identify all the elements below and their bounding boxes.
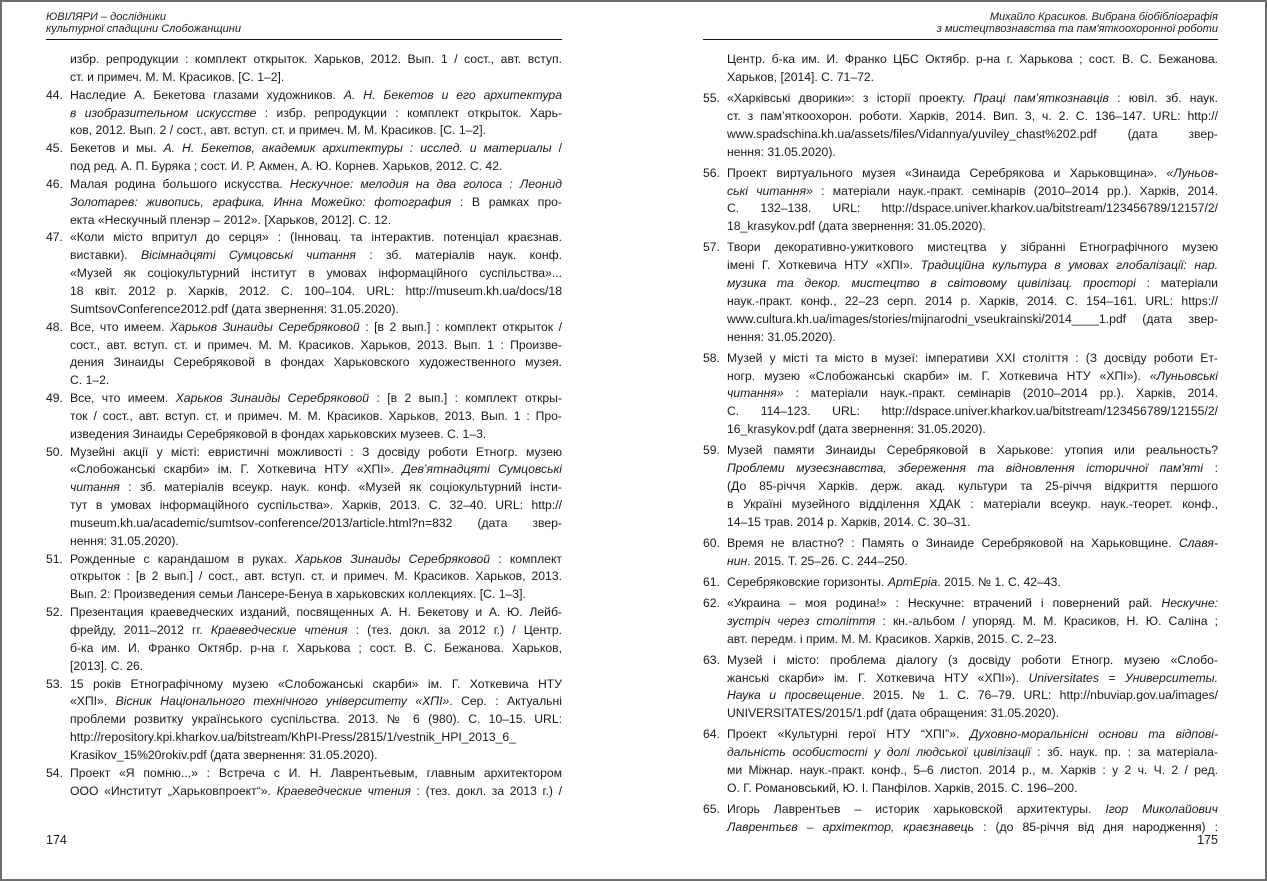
entry-number: 51. xyxy=(46,551,63,566)
entry-line xyxy=(727,311,1218,329)
entry-line xyxy=(727,144,1218,162)
entry-number: 49. xyxy=(46,391,63,406)
entry-title-italic: Нескучное: мелодия на два голоса : Леонид xyxy=(289,176,562,191)
entry-text: Музейні акції у місті: евристичні можливості : З досвіду роботи Етногр. музею xyxy=(70,444,562,459)
entry-title-italic: Краеведческие чтения xyxy=(210,623,348,637)
bibliography-entry xyxy=(703,239,1218,346)
entry-title-italic: Проблеми музеєзнавства, збереження та відновлення історичної пам'яті xyxy=(727,461,1204,476)
entry-text: «Музей як соціокультурний інститут в умовах інформаційного суспільства»... xyxy=(70,266,562,281)
entry-text: дения Зинаиды Серебряковой в фондах Харьковского художественного музея. xyxy=(70,355,562,370)
entry-title-italic: дальність особистості у долі людської цивілізації xyxy=(727,745,1031,760)
entry-number: 47. xyxy=(46,230,63,245)
entry-text: открыток : [в 2 вып.] / сост., авт. вступ. ст. и примеч. М. Красиков. Харьков, 2013. xyxy=(70,569,562,584)
entry-text: : зб. матеріалів всеукр. наук. конф. «Музей як соціокультурний інсти- xyxy=(119,480,562,495)
entry-line xyxy=(727,553,1218,571)
entry-title-italic: Славя- xyxy=(1178,535,1218,550)
entry-line xyxy=(70,158,562,176)
bibliography-entry xyxy=(703,442,1218,531)
bibliography-entry xyxy=(703,165,1218,236)
entry-title-italic: музика та декор. мистецтво в світовому цивілізац. просторі xyxy=(727,276,1136,291)
entry-number: 53. xyxy=(46,676,63,691)
entry-text: UNIVERSITATES/2015/1.pdf (дата обращения: 31.05.2020). xyxy=(727,706,1060,721)
entry-text: Твори декоративно-ужиткового мистецтва у зібранні Етнографічного музею xyxy=(727,240,1218,255)
header-rule xyxy=(46,39,562,40)
bibliography-entry xyxy=(703,535,1218,571)
entry-line xyxy=(727,478,1218,496)
entry-line xyxy=(70,729,562,747)
entry-text: екта «Нескучный пленэр – 2012». [Харьков, 2012]. С. 12. xyxy=(70,212,392,227)
entry-line xyxy=(70,426,562,444)
entry-text: Музей і місто: проблема діалогу (з досвіду роботи Етногр. музею «Слобо- xyxy=(727,652,1218,667)
bibliography-entry xyxy=(703,726,1218,797)
entry-text: : (до 85-річчя від дня народження) : xyxy=(974,819,1219,834)
entry-text: Музей памяти Зинаиды Серебряковой в Харькове: утопия или реальность? xyxy=(727,443,1218,458)
entry-line xyxy=(70,283,562,301)
entry-text: Проект виртуального музея «Зинаида Серебрякова и Харьковщина». xyxy=(727,165,1167,180)
entry-text: ток / сост., авт. вступ. ст. и примеч. М. М. Красиков. Харьков, 2013. Вып. 1 : Про- xyxy=(70,408,562,423)
entry-line xyxy=(727,744,1218,762)
entry-title-italic: Нескучне: xyxy=(1161,595,1218,610)
entry-title-italic: Духовно-моральнісні основи та відпові- xyxy=(969,727,1218,742)
entry-text: проблеми розвитку українського суспільства. 2013. № 6 (980). С. 10–15. URL: xyxy=(70,712,562,727)
entry-line xyxy=(70,337,562,355)
entry-line xyxy=(70,658,562,676)
entry-text: SumtsovConference2012.pdf (дата звернення: 31.05.2020). xyxy=(70,301,399,316)
entry-text: імені Г. Хоткевича НТУ «ХПІ». xyxy=(727,258,921,273)
entry-text: нення: 31.05.2020). xyxy=(70,533,179,548)
entry-text: Вып. 2: Произведения семьи Лансере-Бенуа в харьковских коллекциях. [С. 1–3]. xyxy=(70,587,526,602)
entry-line xyxy=(70,319,562,337)
entry-text: С. 1–2. xyxy=(70,373,110,388)
entry-text: Малая родина большого искусства. xyxy=(70,176,290,191)
entry-line xyxy=(727,535,1218,553)
entry-text: Рожденные с карандашом в руках. xyxy=(70,551,296,566)
entry-line xyxy=(70,479,562,497)
entry-text: (До 85-річчя Харків. держ. акад. культури та 25-річчя відкриття першого xyxy=(727,478,1218,493)
entry-text: museum.kh.ua/academic/sumtsov-conference/2013/article.html?n=832 (дата звер- xyxy=(70,515,562,530)
bibliography-entry xyxy=(46,87,562,141)
entry-text: жанські скарби» ім. Г. Хоткевича НТУ «ХПІ»). xyxy=(727,670,1029,685)
entry-text: : комплект xyxy=(490,551,563,566)
entry-line xyxy=(727,90,1218,108)
entry-title-italic: ські читання» xyxy=(727,183,813,198)
entry-line xyxy=(727,460,1218,478)
entry-number: 52. xyxy=(46,605,63,620)
entry-line xyxy=(727,350,1218,368)
entry-text: 16_krasykov.pdf (дата звернення: 31.05.2020). xyxy=(727,422,986,437)
entry-text: : (тез. докл. за 2013 г.) / xyxy=(410,783,562,798)
entry-line xyxy=(70,515,562,533)
entry-text: Все, что имеем. xyxy=(70,319,171,334)
entry-line xyxy=(727,819,1218,837)
entry-text: Харьков, [2014]. С. 71–72. xyxy=(727,69,875,84)
entry-line xyxy=(70,69,562,87)
entry-line xyxy=(70,390,562,408)
entry-text: www.spadschina.kh.ua/assets/files/Vidannya/yuviley_chast%202.pdf (дата звер- xyxy=(727,126,1218,141)
entry-line xyxy=(727,275,1218,293)
entry-line xyxy=(727,670,1218,688)
entry-text: ми Міжнар. наук.-практ. конф., 5–6 листоп. 2014 р., м. Харків : у 2 ч. Ч. 2 / ред. xyxy=(727,763,1218,778)
entry-line xyxy=(727,257,1218,275)
entry-title-italic: А. Н. Бекетов и его архитектура xyxy=(343,87,562,102)
entry-line xyxy=(70,354,562,372)
entry-text: : В рамках про- xyxy=(451,194,562,209)
entry-line xyxy=(70,711,562,729)
bibliography-entry xyxy=(46,676,562,765)
entry-number: 60. xyxy=(703,535,720,550)
bibliography-entry xyxy=(46,319,562,390)
entry-text: ст. з пам’яткоохорон. роботи. Харків, 2014. Вип. 3, ч. 2. С. 136–147. URL: http:// xyxy=(727,108,1218,123)
entry-line xyxy=(70,783,562,801)
entry-line xyxy=(727,762,1218,780)
entry-text: изведения Зинаиды Серебряковой в фондах харьковских музеев. С. 1–3. xyxy=(70,426,487,441)
entry-text: «ХПІ». xyxy=(70,694,116,709)
entry-title-italic: Вісник Національного технічного університету «ХПІ» xyxy=(115,694,450,709)
entry-text: ков, 2012. Вып. 2 / сост., авт. вступ. ст. и примеч. М. М. Красиков. [С. 1–2]. xyxy=(70,123,486,138)
entry-number: 45. xyxy=(46,141,63,156)
bibliography-entry xyxy=(703,801,1218,837)
entry-line xyxy=(70,87,562,105)
entry-title-italic: Наука и просвещение xyxy=(727,688,862,703)
entry-line xyxy=(727,385,1218,403)
entry-line xyxy=(727,239,1218,257)
entry-title-italic: Праці пам’яткознавців xyxy=(973,90,1109,105)
entry-title-italic: Вісімнадцяті Сумцовські читання xyxy=(140,248,356,263)
right-page xyxy=(703,0,1218,881)
bibliography-entry xyxy=(46,390,562,444)
entry-text: 14–15 трав. 2014 р. Харків, 2014. С. 30–31. xyxy=(727,514,971,529)
entry-line xyxy=(727,514,1218,532)
entry-line xyxy=(727,801,1218,819)
entry-line xyxy=(70,747,562,765)
entry-text: : (тез. докл. за 2012 г.) / Центр. xyxy=(347,623,563,637)
entry-title-italic: нин xyxy=(727,553,748,568)
entry-line xyxy=(70,122,562,140)
entry-text: Музей у місті та місто в музеї: імперативи XXI століття : (З досвіду роботи Ет- xyxy=(727,350,1218,365)
entry-line xyxy=(70,105,562,123)
entry-line xyxy=(727,496,1218,514)
entry-text: Наследие А. Бекетова глазами художников. xyxy=(70,87,344,102)
entry-number: 58. xyxy=(703,350,720,365)
bibliography-list xyxy=(46,51,562,800)
entry-line xyxy=(70,604,562,622)
entry-line xyxy=(727,165,1218,183)
entry-title-italic: Universitates = Университеты. xyxy=(1028,670,1218,685)
entry-text: : матеріали наук.-практ. семінарів (2010–2014 рр.). Харків, 2014. xyxy=(812,183,1218,198)
entry-text: нення: 31.05.2020). xyxy=(727,329,836,344)
running-header-line: ЮВІЛЯРИ – дослідники xyxy=(46,11,167,23)
entry-text: 15 років Етнографічному музею «Слобожанські скарби» ім. Г. Хоткевича НТУ xyxy=(70,676,562,691)
bibliography-entry xyxy=(703,350,1218,439)
entry-text: Проект «Я помню...» : Встреча с И. Н. Лаврентьевым, главным архитектором xyxy=(70,765,562,780)
entry-line xyxy=(727,442,1218,460)
entry-text: ООО «Институт „Харьковпроект“». xyxy=(70,783,277,798)
running-header xyxy=(46,12,562,35)
entry-line xyxy=(727,595,1218,613)
entry-text: : кн.-альбом / упоряд. М. М. Красиков, Н. Ю. Саліна ; xyxy=(875,613,1219,628)
entry-text: : [в 2 вып.] : комплект откры- xyxy=(369,391,563,406)
entry-text: «Коли місто впритул до серця» : (Інновац. та інтерактив. потенціал краєзнав. xyxy=(70,230,562,245)
entry-text: : матеріали наук.-практ. семінарів (2010–2014 рр.). Харків, 2014. xyxy=(783,386,1218,401)
running-header-line: з мистецтвознавства та пам'яткоохоронної роботи xyxy=(936,22,1218,35)
entry-line xyxy=(70,765,562,783)
entry-text: Игорь Лаврентьев – историк харьковской архитектуры. xyxy=(727,802,1106,817)
entry-number: 54. xyxy=(46,765,63,780)
entry-number: 57. xyxy=(703,240,720,255)
entry-text: . 2015. № 1. С. 76–79. URL: http://nbuviap.gov.ua/images/ xyxy=(861,688,1218,703)
entry-text: Krasikov_15%20rokiv.pdf (дата звернення: 31.05.2020). xyxy=(70,747,378,762)
entry-line xyxy=(70,176,562,194)
entry-line xyxy=(70,586,562,604)
entry-line xyxy=(727,368,1218,386)
entry-text: О. Г. Романовський, Ю. І. Панфілов. Харків, 2015. С. 196–200. xyxy=(727,780,1078,795)
entry-line xyxy=(727,403,1218,421)
entry-text: сост., авт. вступ. ст. и примеч. М. М. Красиков. Харьков, 2013. Вып. 1 : Произве- xyxy=(70,337,562,352)
running-header-line: Михайло Красиков. Вибрана біобібліографія xyxy=(989,11,1218,23)
entry-number: 59. xyxy=(703,443,720,458)
header-rule xyxy=(703,39,1218,40)
entry-line xyxy=(727,726,1218,744)
bibliography-entry xyxy=(46,140,562,176)
running-header xyxy=(703,12,1218,35)
entry-line xyxy=(727,51,1218,69)
left-page xyxy=(46,0,562,881)
entry-text: тут в умовах інформаційного суспільства». Харків, 2013. С. 32–40. URL: http:// xyxy=(70,498,562,513)
bibliography-entry xyxy=(46,176,562,230)
entry-line xyxy=(70,676,562,694)
entry-line xyxy=(727,293,1218,311)
bibliography-entry-continued xyxy=(703,51,1218,87)
entry-title-italic: Традиційна культура в умовах глобалізації: нар. xyxy=(920,258,1218,273)
entry-text: в Україні музейного відділення ХДАК : матеріали всеукр. наук.-теорет. конф., xyxy=(727,496,1218,511)
entry-text: : избр. репродукции : комплект открыток. Харь- xyxy=(256,105,562,120)
entry-text: «Харківські дворики»: з історії проекту. xyxy=(727,90,974,105)
entry-line xyxy=(70,444,562,462)
entry-text: [2013]. С. 26. xyxy=(70,658,144,673)
entry-text: Презентация краеведческих изданий, посвященных А. Н. Бекетову и А. Ю. Лейб- xyxy=(70,605,562,620)
entry-title-italic: Ігор Миколайович xyxy=(1105,802,1218,817)
entry-text: www.cultura.kh.ua/images/stories/mijnarodni_vseukrainski/2014____1.pdf (дата звер- xyxy=(727,311,1218,326)
entry-line xyxy=(727,687,1218,705)
bibliography-entry xyxy=(46,765,562,801)
entry-text: б-ка им. И. Франко Октябр. р-на г. Харькова ; сост. В. С. Бежанова. Харьков, xyxy=(70,640,562,655)
entry-line xyxy=(727,780,1218,798)
entry-title-italic: Дев’ятнадцяті Сумцовські xyxy=(402,462,562,477)
entry-text: ногр. музею «Слобожанські скарби» ім. Г. Хоткевича НТУ «ХПІ»). xyxy=(727,368,1150,383)
entry-title-italic: А. Н. Бекетов, академик архитектуры : исслед. и материалы xyxy=(163,141,552,156)
entry-line xyxy=(70,372,562,390)
entry-text: наук.-практ. конф., 22–23 серп. 2014 р. Харків, 2014. С. 154–161. URL: https:// xyxy=(727,293,1218,308)
entry-line xyxy=(70,551,562,569)
entry-number: 56. xyxy=(703,165,720,180)
entry-line xyxy=(727,329,1218,347)
entry-title-italic: в изобразительном искусстве xyxy=(70,105,257,120)
entry-text: : матеріали xyxy=(1135,276,1218,291)
entry-title-italic: АртЕрiа xyxy=(887,574,938,589)
page-number: 174 xyxy=(46,833,67,847)
entry-text: ст. и примеч. М. М. Красиков. [С. 1–2]. xyxy=(70,69,285,84)
entry-text: / xyxy=(551,141,562,156)
entry-text: Время не властно? : Память о Зинаиде Серебряковой на Харьковщине. xyxy=(727,535,1179,550)
entry-line xyxy=(727,613,1218,631)
entry-line xyxy=(70,568,562,586)
entry-line xyxy=(727,631,1218,649)
bibliography-entry xyxy=(703,595,1218,649)
entry-text: : [в 2 вып.] : комплект открыток / xyxy=(359,319,562,334)
entry-number: 46. xyxy=(46,176,63,191)
entry-text: Бекетов и мы. xyxy=(70,141,164,156)
entry-text: . Сер. : Актуальні xyxy=(449,694,562,709)
entry-text: : зб. матеріалів наук. конф. xyxy=(355,248,562,263)
entry-text: авт. передм. і прим. М. М. Красиков. Харків, 2015. С. 2–23. xyxy=(727,631,1058,646)
entry-number: 55. xyxy=(703,90,720,105)
entry-text: : ювіл. зб. наук. xyxy=(1108,90,1218,105)
entry-line xyxy=(727,705,1218,723)
entry-text: : зб. наук. пр. : за матеріала- xyxy=(1030,745,1219,760)
entry-line xyxy=(70,533,562,551)
entry-line xyxy=(70,640,562,658)
entry-line xyxy=(727,574,1218,592)
entry-title-italic: «Луньовські xyxy=(1149,368,1218,383)
bibliography-entry xyxy=(46,551,562,605)
page-number: 175 xyxy=(1197,833,1218,847)
entry-text: Центр. б-ка им. И. Франко ЦБС Октябр. р-на г. Харькова ; сост. В. С. Бежанова. xyxy=(727,52,1218,66)
entry-text: «Украина – моя родина!» : Нескучне: втрачений і повернений рай. xyxy=(727,595,1162,610)
entry-line xyxy=(70,301,562,319)
entry-line xyxy=(70,693,562,711)
entry-text: . 2015. Т. 25–26. С. 244–250. xyxy=(747,553,908,568)
bibliography-list xyxy=(703,51,1218,837)
entry-text: . 2015. № 1. С. 42–43. xyxy=(937,574,1061,589)
entry-title-italic: Золотарев: живопись, графика. Инна Можейко: фотография xyxy=(70,194,452,209)
entry-text: избр. репродукции : комплект открыток. Харьков, 2012. Вып. 1 / сост., авт. вступ. xyxy=(70,52,562,66)
entry-title-italic: читання xyxy=(70,480,120,495)
entry-line xyxy=(727,183,1218,201)
entry-line xyxy=(70,212,562,230)
entry-line xyxy=(727,200,1218,218)
entry-title-italic: зустріч через століття xyxy=(727,613,876,628)
entry-title-italic: читання» xyxy=(727,386,784,401)
entry-line xyxy=(727,652,1218,670)
entry-line xyxy=(70,461,562,479)
entry-number: 50. xyxy=(46,444,63,459)
entry-line xyxy=(70,497,562,515)
entry-line xyxy=(70,229,562,247)
entry-line xyxy=(727,108,1218,126)
entry-title-italic: Лаврентьєв – архітектор, краєзнавець xyxy=(727,819,975,834)
entry-text: http://repository.kpi.kharkov.ua/bitstream/KhPI-Press/2815/1/vestnik_HPI_2013_6_ xyxy=(70,730,516,745)
entry-text: Проект «Культурні герої НТУ “ХПІ”». xyxy=(727,727,970,742)
entry-text: С. 132–138. URL: http://dspace.univer.kharkov.ua/bitstream/123456789/12157/2/ xyxy=(727,201,1218,216)
entry-text: под ред. А. П. Буряка ; сост. И. Р. Акмен, А. Ю. Корнев. Харьков, 2012. С. 42. xyxy=(70,159,503,174)
bibliography-entry xyxy=(46,444,562,551)
entry-text: фрейду, 2011–2012 гг. xyxy=(70,623,211,637)
entry-text: Все, что имеем. xyxy=(70,391,176,406)
bibliography-entry xyxy=(703,574,1218,592)
bibliography-entry xyxy=(46,229,562,318)
entry-line xyxy=(727,218,1218,236)
entry-text: С. 114–123. URL: http://dspace.univer.kharkov.ua/bitstream/123456789/12155/2/ xyxy=(727,404,1218,419)
entry-title-italic: Харьков Зинаиды Серебряковой xyxy=(175,391,370,406)
entry-title-italic: «Луньов- xyxy=(1166,165,1218,180)
entry-number: 44. xyxy=(46,87,63,102)
entry-title-italic: Краеведческие чтения xyxy=(276,783,411,798)
entry-line xyxy=(727,126,1218,144)
entry-text: нення: 31.05.2020). xyxy=(727,144,836,159)
entry-line xyxy=(70,247,562,265)
bibliography-entry xyxy=(703,90,1218,161)
entry-number: 62. xyxy=(703,595,720,610)
entry-line xyxy=(70,51,562,69)
bibliography-entry-continued xyxy=(46,51,562,87)
entry-line xyxy=(727,69,1218,87)
entry-title-italic: Харьков Зинаиды Серебряковой xyxy=(170,319,360,334)
entry-number: 61. xyxy=(703,574,720,589)
entry-line xyxy=(70,194,562,212)
entry-line xyxy=(70,622,562,640)
entry-line xyxy=(70,408,562,426)
entry-line xyxy=(70,265,562,283)
entry-text: Серебряковские горизонты. xyxy=(727,574,888,589)
entry-number: 65. xyxy=(703,802,720,817)
entry-text: виставки). xyxy=(70,248,141,263)
entry-text: 18_krasykov.pdf (дата звернення: 31.05.2020). xyxy=(727,219,986,234)
entry-text: «Слобожанські скарби» ім. Г. Хоткевича НТУ «ХПІ». xyxy=(70,462,403,477)
entry-number: 48. xyxy=(46,319,63,334)
entry-line xyxy=(70,140,562,158)
bibliography-entry xyxy=(703,652,1218,723)
entry-text: 18 квіт. 2012 р. Харків, 2012. С. 100–104. URL: http://museum.kh.ua/docs/18 xyxy=(70,283,562,298)
entry-number: 63. xyxy=(703,652,720,667)
entry-title-italic: Харьков Зинаиды Серебряковой xyxy=(295,551,491,566)
bibliography-entry xyxy=(46,604,562,675)
entry-number: 64. xyxy=(703,727,720,742)
entry-text: : xyxy=(1203,461,1218,476)
entry-line xyxy=(727,421,1218,439)
running-header-line: культурної спадщини Слобожанщини xyxy=(46,22,241,35)
